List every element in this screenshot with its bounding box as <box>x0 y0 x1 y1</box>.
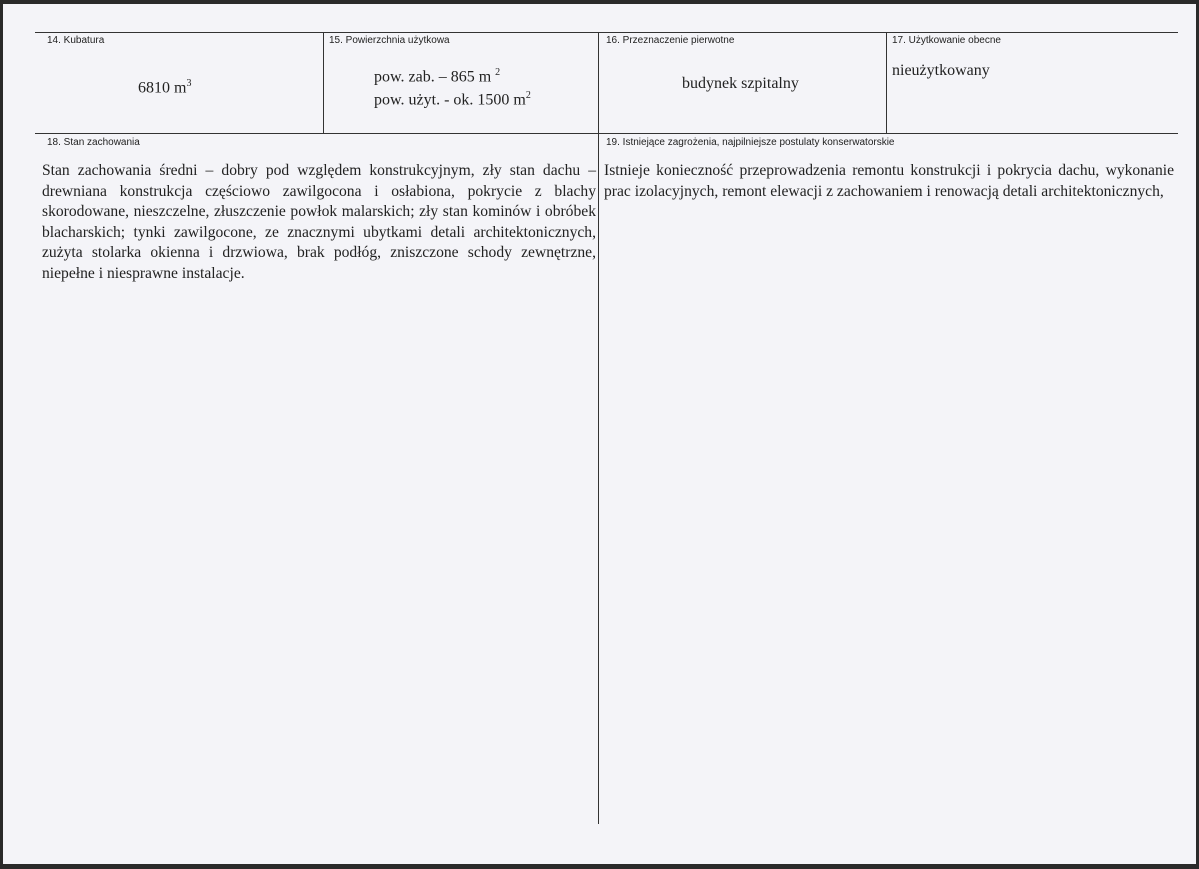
pow-zab-exponent: 2 <box>495 67 501 78</box>
field-label-przeznaczenie: 16. Przeznaczenie pierwotne <box>606 35 735 46</box>
field-label-stan: 18. Stan zachowania <box>47 137 140 148</box>
column-divider <box>323 32 324 133</box>
field-value-zagrozenia: Istnieje konieczność przeprowadzenia remontu konstrukcji i pokrycia dachu, wykonanie prac izolacyjnych, remont elewacji z zachowaniem i renowacją detali architektonicznych, <box>604 162 1174 200</box>
field-value-uzytkowanie: nieużytkowany <box>892 62 990 79</box>
field-label-uzytkowanie: 17. Użytkowanie obecne <box>892 35 1001 46</box>
kubatura-value: 6810 m <box>138 79 187 97</box>
field-value-kubatura <box>138 78 191 97</box>
column-divider <box>886 32 887 133</box>
field-value-przeznaczenie: budynek szpitalny <box>682 75 799 92</box>
column-divider <box>598 32 599 824</box>
pow-uzyt: pow. użyt. - ok. 1500 m <box>374 91 526 109</box>
field-label-kubatura: 14. Kubatura <box>47 35 105 46</box>
field-label-powierzchnia: 15. Powierzchnia użytkowa <box>329 35 450 46</box>
row-divider-line <box>35 133 1178 134</box>
pow-zab: pow. zab. – 865 m <box>374 68 496 86</box>
field-label-zagrozenia: 19. Istniejące zagrożenia, najpilniejsze postulaty konserwatorskie <box>606 137 895 148</box>
table-top-line <box>35 32 1178 33</box>
field-value-stan: Stan zachowania średni – dobry pod względem konstrukcyjnym, zły stan dachu – drewniana konstrukcja częściowo zawilgocona i osłabiona, pokrycie z blachy skorodowane, nieszczelne, złuszczenie powłok malarskich; zły stan kominów i obróbek blacharskich; tynki zawilgocone, ze znacznymi ubytkami detali architektonicznych, zużyta stolarka okienna i drzwiowa, brak podłóg, zniszczone schody zewnętrzne, niepełne i niesprawne instalacje. <box>42 162 596 282</box>
field-value-powierzchnia <box>374 63 531 110</box>
pow-uzyt-exponent: 2 <box>525 90 531 102</box>
kubatura-unit-exponent: 3 <box>186 78 192 89</box>
